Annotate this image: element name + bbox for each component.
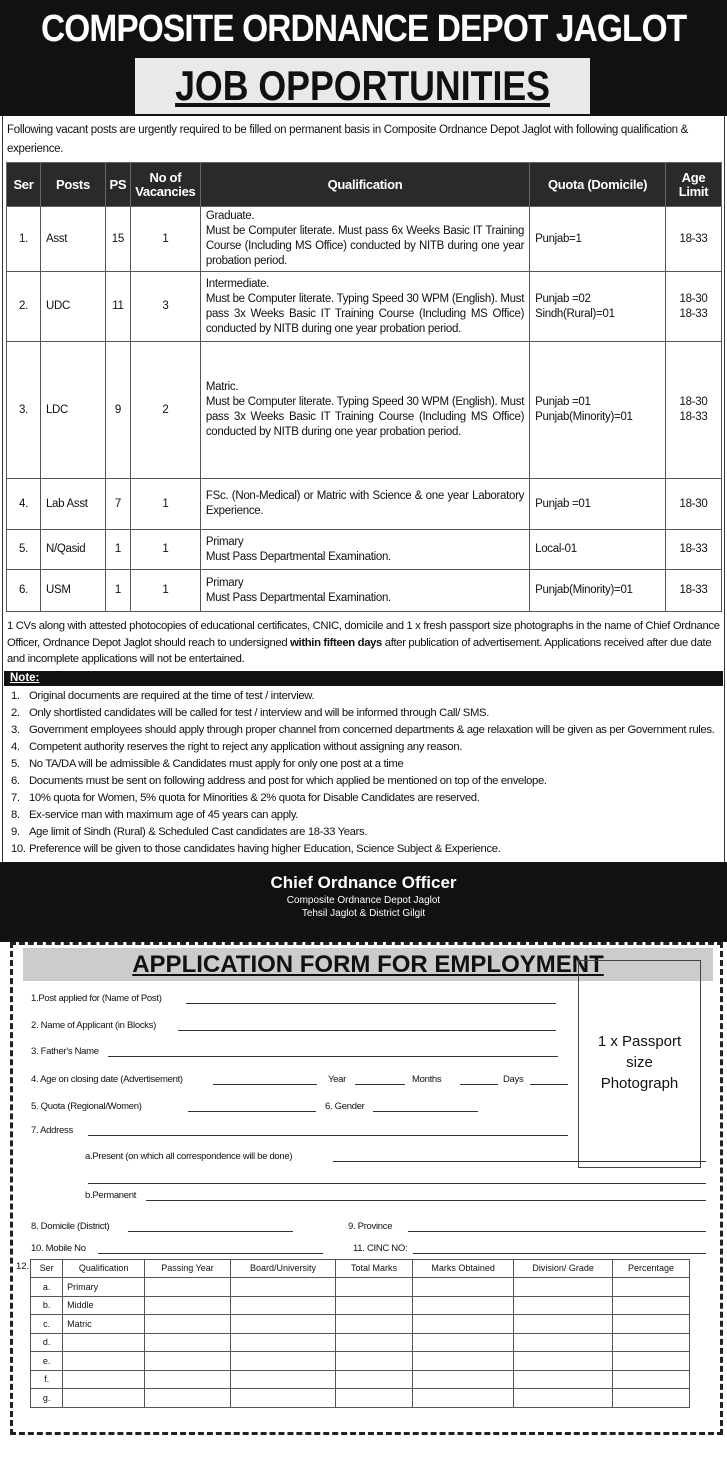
edu-input-cell[interactable] bbox=[336, 1352, 413, 1371]
edu-column-header: Total Marks bbox=[336, 1259, 413, 1278]
note-text: Age limit of Sindh (Rural) & Scheduled Cast candidates are 18-33 Years. bbox=[29, 825, 368, 838]
ad-body bbox=[2, 116, 725, 862]
edu-input-cell[interactable] bbox=[145, 1315, 231, 1334]
note-text: Only shortlisted candidates will be called for test / interview and will be informed through Call/ SMS. bbox=[29, 706, 489, 719]
intro-text: Following vacant posts are urgently required to be filled on permanent basis in Composite Ordnance Depot Jaglot with following qualification & experience. bbox=[7, 124, 689, 155]
qualification-cell-line: Must Pass Departmental Examination. bbox=[205, 550, 391, 563]
column-header: No of Vacancies bbox=[130, 163, 200, 207]
vacancies-cell: 2 bbox=[130, 342, 200, 479]
ser-cell: 6. bbox=[7, 570, 41, 612]
column-header: PS bbox=[105, 163, 130, 207]
note-text: Competent authority reserves the right to reject any application without assigning any reason. bbox=[29, 740, 463, 753]
edu-row bbox=[31, 1333, 690, 1352]
edu-input-cell[interactable] bbox=[612, 1278, 689, 1297]
age-cell-line: 18-30 bbox=[679, 396, 708, 408]
table-row bbox=[7, 530, 722, 570]
quota-cell-line: Local-01 bbox=[535, 543, 577, 555]
edu-input-cell[interactable] bbox=[612, 1315, 689, 1334]
note-text: Government employees should apply through proper channel from concerned departments & age relaxation will be given as per Government rules. bbox=[29, 723, 715, 736]
table-row bbox=[7, 342, 722, 479]
signatory-title: Chief Ordnance Officer bbox=[270, 872, 457, 892]
header-banner bbox=[0, 0, 727, 116]
note-number: 6. bbox=[11, 774, 20, 787]
ser-cell: 3. bbox=[7, 342, 41, 479]
quota-field[interactable] bbox=[188, 1111, 316, 1112]
column-header: Age Limit bbox=[666, 163, 722, 207]
qualification-cell-line: Graduate. bbox=[205, 210, 255, 222]
age-cell-line: 18-30 bbox=[679, 292, 708, 305]
label-mobile: 10. Mobile No bbox=[31, 1242, 86, 1254]
label-months: Months bbox=[412, 1073, 442, 1085]
label-domicile: 8. Domicile (District) bbox=[31, 1220, 110, 1232]
note-item bbox=[11, 705, 721, 722]
edu-input-cell[interactable] bbox=[336, 1315, 413, 1334]
note-item bbox=[11, 688, 721, 705]
ser-cell: 5. bbox=[7, 530, 41, 570]
edu-input-cell[interactable] bbox=[514, 1370, 613, 1389]
edu-input-cell[interactable] bbox=[412, 1370, 513, 1389]
note-item bbox=[11, 756, 721, 773]
qualification-cell-line: Intermediate. bbox=[205, 277, 270, 290]
label-quota: 5. Quota (Regional/Women) bbox=[31, 1100, 142, 1112]
vacancies-table bbox=[6, 162, 722, 612]
edu-ser: a. bbox=[31, 1278, 63, 1297]
edu-qualification bbox=[63, 1370, 145, 1389]
label-post: 1.Post applied for (Name of Post) bbox=[31, 992, 162, 1004]
qualification-cell-line: Must Pass Departmental Examination. bbox=[205, 591, 391, 604]
post-cell: UDC bbox=[40, 272, 105, 342]
age-cell bbox=[666, 342, 722, 479]
post-cell: LDC bbox=[40, 342, 105, 479]
note-item bbox=[11, 841, 721, 858]
edu-input-cell[interactable] bbox=[336, 1296, 413, 1315]
vacancies-cell: 3 bbox=[130, 272, 200, 342]
edu-qualification: Matric bbox=[63, 1315, 145, 1334]
qualification-cell bbox=[200, 207, 529, 272]
qualification-cell-line: Must be Computer literate. Typing Speed 30 WPM (English). Must pass 3x Weeks Basic IT Training Course (Including MS Office) conducted by NITB during one year probation period. bbox=[205, 292, 525, 335]
ser-cell: 2. bbox=[7, 272, 41, 342]
form-title: APPLICATION FORM FOR EMPLOYMENT bbox=[23, 948, 713, 981]
year-field[interactable] bbox=[355, 1084, 405, 1085]
edu-column-header: Ser bbox=[31, 1259, 63, 1278]
notes-list bbox=[6, 688, 721, 858]
qualification-cell-line: Primary bbox=[205, 576, 244, 589]
vacancies-cell: 1 bbox=[130, 479, 200, 530]
age-field[interactable] bbox=[213, 1084, 317, 1085]
ser-cell: 4. bbox=[7, 479, 41, 530]
province-field[interactable] bbox=[408, 1231, 706, 1232]
note-item bbox=[11, 807, 721, 824]
edu-row bbox=[31, 1389, 690, 1408]
edu-input-cell[interactable] bbox=[514, 1296, 613, 1315]
edu-row bbox=[31, 1296, 690, 1315]
note-item bbox=[11, 722, 721, 739]
edu-input-cell[interactable] bbox=[514, 1315, 613, 1334]
qualification-cell-line: Must be Computer literate. Must pass 6x Weeks Basic IT Training Course (Including MS Office) conducted by NITB during one year probation period. bbox=[205, 225, 525, 267]
label-address: 7. Address bbox=[31, 1124, 73, 1136]
table-row bbox=[7, 272, 722, 342]
edu-input-cell[interactable] bbox=[514, 1333, 613, 1352]
age-cell-line: 18-33 bbox=[679, 543, 708, 555]
edu-input-cell[interactable] bbox=[412, 1333, 513, 1352]
quota-cell-line: Punjab=1 bbox=[535, 232, 582, 245]
post-cell: N/Qasid bbox=[40, 530, 105, 570]
subtitle-box bbox=[135, 58, 590, 114]
note-text: No TA/DA will be admissible & Candidates must apply for only one post at a time bbox=[29, 757, 404, 770]
note-item bbox=[11, 739, 721, 756]
note-number: 8. bbox=[11, 808, 20, 821]
org-title-row bbox=[0, 4, 727, 54]
edu-qualification bbox=[63, 1352, 145, 1371]
signatory-block bbox=[0, 862, 727, 942]
edu-input-cell[interactable] bbox=[145, 1370, 231, 1389]
edu-ser: d. bbox=[31, 1333, 63, 1352]
edu-column-header: Marks Obtained bbox=[412, 1259, 513, 1278]
ps-cell: 15 bbox=[105, 207, 130, 272]
label-province: 9. Province bbox=[348, 1220, 393, 1232]
post-cell: USM bbox=[40, 570, 105, 612]
post-cell: Lab Asst bbox=[40, 479, 105, 530]
quota-cell-line: Punjab(Minority)=01 bbox=[535, 411, 633, 423]
age-cell bbox=[666, 207, 722, 272]
vacancies-cell: 1 bbox=[130, 570, 200, 612]
age-cell-line: 18-33 bbox=[679, 584, 708, 596]
education-table bbox=[30, 1259, 690, 1408]
qualification-cell-line: Primary bbox=[205, 535, 244, 548]
label-present-address: a.Present (on which all correspondence will be done) bbox=[85, 1150, 293, 1162]
note-item bbox=[11, 824, 721, 841]
note-text: Preference will be given to those candidates having higher Education, Science Subject & Experience. bbox=[29, 842, 501, 855]
edu-column-header: Passing Year bbox=[145, 1259, 231, 1278]
edu-column-header: Division/ Grade bbox=[514, 1259, 613, 1278]
note-number: 7. bbox=[11, 791, 20, 804]
edu-input-cell[interactable] bbox=[412, 1315, 513, 1334]
ps-cell: 11 bbox=[105, 272, 130, 342]
age-cell-line: 18-33 bbox=[679, 232, 708, 245]
edu-input-cell[interactable] bbox=[514, 1389, 613, 1408]
edu-input-cell[interactable] bbox=[145, 1389, 231, 1408]
label-gender: 6. Gender bbox=[325, 1100, 365, 1112]
edu-input-cell[interactable] bbox=[145, 1352, 231, 1371]
qualification-cell bbox=[200, 479, 529, 530]
column-header: Ser bbox=[7, 163, 41, 207]
age-cell bbox=[666, 272, 722, 342]
edu-qualification bbox=[63, 1333, 145, 1352]
edu-input-cell[interactable] bbox=[612, 1352, 689, 1371]
edu-qualification bbox=[63, 1389, 145, 1408]
name-field[interactable] bbox=[178, 1030, 556, 1031]
apply-text-end: after publication of advertisement. Applications received after due date and incomplete applications will not be entertained. bbox=[7, 636, 712, 665]
label-education: 12. bbox=[16, 1260, 30, 1272]
edu-input-cell[interactable] bbox=[336, 1389, 413, 1408]
note-text: Ex-service man with maximum age of 45 years can apply. bbox=[29, 808, 299, 821]
months-field[interactable] bbox=[460, 1084, 498, 1085]
edu-input-cell[interactable] bbox=[514, 1352, 613, 1371]
label-year: Year bbox=[328, 1073, 346, 1085]
edu-column-header: Percentage bbox=[612, 1259, 689, 1278]
edu-input-cell[interactable] bbox=[231, 1389, 336, 1408]
quota-cell bbox=[530, 530, 666, 570]
days-field[interactable] bbox=[530, 1084, 568, 1085]
edu-input-cell[interactable] bbox=[612, 1296, 689, 1315]
label-days: Days bbox=[503, 1073, 524, 1085]
label-age: 4. Age on closing date (Advertisement) bbox=[31, 1073, 183, 1085]
edu-input-cell[interactable] bbox=[231, 1333, 336, 1352]
quota-cell-line: Punjab =01 bbox=[535, 497, 591, 510]
edu-ser: b. bbox=[31, 1296, 63, 1315]
apply-instructions bbox=[6, 618, 721, 668]
edu-input-cell[interactable] bbox=[231, 1352, 336, 1371]
quota-cell-line: Punjab =01 bbox=[535, 396, 591, 408]
quota-cell-line: Sindh(Rural)=01 bbox=[535, 307, 615, 320]
label-father: 3. Father's Name bbox=[31, 1045, 99, 1057]
quota-cell bbox=[530, 272, 666, 342]
note-number: 1. bbox=[11, 689, 20, 702]
table-row bbox=[7, 207, 722, 272]
edu-ser: c. bbox=[31, 1315, 63, 1334]
qualification-cell bbox=[200, 342, 529, 479]
edu-input-cell[interactable] bbox=[412, 1352, 513, 1371]
edu-input-cell[interactable] bbox=[145, 1296, 231, 1315]
vacancies-cell: 1 bbox=[130, 207, 200, 272]
post-field[interactable] bbox=[186, 1003, 556, 1004]
address-line-2: Tehsil Jaglot & District Gilgit bbox=[301, 907, 426, 919]
edu-input-cell[interactable] bbox=[231, 1278, 336, 1297]
note-number: 3. bbox=[11, 723, 20, 736]
label-cnic: 11. CINC NO: bbox=[353, 1242, 408, 1254]
quota-cell-line: Punjab(Minority)=01 bbox=[535, 584, 633, 596]
edu-qualification: Primary bbox=[63, 1278, 145, 1297]
edu-header-row bbox=[31, 1259, 690, 1278]
edu-row bbox=[31, 1278, 690, 1297]
edu-input-cell[interactable] bbox=[231, 1370, 336, 1389]
note-number: 9. bbox=[11, 825, 20, 838]
apply-text: 1 CVs along with attested photocopies of educational certificates, CNIC, domicile and 1 x fresh passport size photographs in the name of Chief Ordnance Officer, Ordnance Depot Jaglot should reach to undersigned bbox=[7, 620, 720, 649]
ps-cell: 1 bbox=[105, 570, 130, 612]
note-item bbox=[11, 790, 721, 807]
edu-column-header: Qualification bbox=[63, 1259, 145, 1278]
qualification-cell bbox=[200, 570, 529, 612]
edu-input-cell[interactable] bbox=[231, 1296, 336, 1315]
note-text: 10% quota for Women, 5% quota for Minorities & 2% quota for Disable Candidates are reserved. bbox=[29, 791, 480, 804]
age-cell-line: 18-30 bbox=[679, 497, 708, 510]
note-number: 2. bbox=[11, 706, 20, 719]
table-row bbox=[7, 570, 722, 612]
vacancies-cell: 1 bbox=[130, 530, 200, 570]
edu-input-cell[interactable] bbox=[336, 1333, 413, 1352]
address-line-1: Composite Ordnance Depot Jaglot bbox=[286, 894, 441, 906]
edu-input-cell[interactable] bbox=[612, 1370, 689, 1389]
edu-input-cell[interactable] bbox=[612, 1389, 689, 1408]
label-permanent-address: b.Permanent bbox=[85, 1189, 137, 1201]
org-title: COMPOSITE ORDNANCE DEPOT JAGLOT bbox=[40, 8, 687, 50]
ser-cell: 1. bbox=[7, 207, 41, 272]
label-name: 2. Name of Applicant (in Blocks) bbox=[31, 1019, 157, 1031]
photo-line-1: 1 x Passport bbox=[597, 1032, 682, 1050]
edu-row bbox=[31, 1352, 690, 1371]
column-header: Qualification bbox=[200, 163, 529, 207]
cnic-field[interactable] bbox=[413, 1253, 706, 1254]
edu-input-cell[interactable] bbox=[612, 1333, 689, 1352]
quota-cell bbox=[530, 479, 666, 530]
edu-input-cell[interactable] bbox=[412, 1278, 513, 1297]
edu-input-cell[interactable] bbox=[412, 1296, 513, 1315]
age-cell-line: 18-33 bbox=[679, 307, 708, 320]
note-heading: Note: bbox=[4, 671, 723, 686]
photo-line-2: size bbox=[626, 1053, 653, 1071]
quota-cell bbox=[530, 207, 666, 272]
edu-ser: e. bbox=[31, 1352, 63, 1371]
age-cell bbox=[666, 530, 722, 570]
edu-qualification: Middle bbox=[63, 1296, 145, 1315]
edu-input-cell[interactable] bbox=[336, 1370, 413, 1389]
domicile-field[interactable] bbox=[128, 1231, 293, 1232]
note-item bbox=[11, 773, 721, 790]
table-header bbox=[7, 163, 722, 207]
qualification-cell-line: Must be Computer literate. Typing Speed 30 WPM (English). Must pass 3x Weeks Basic IT Training Course (Including MS Office) conducted by NITB during one year probation period. bbox=[205, 396, 525, 438]
table-row bbox=[7, 479, 722, 530]
ps-cell: 7 bbox=[105, 479, 130, 530]
permanent-address-field[interactable] bbox=[146, 1200, 706, 1201]
photo-line-3: Photograph bbox=[600, 1074, 679, 1092]
age-cell bbox=[666, 479, 722, 530]
edu-input-cell[interactable] bbox=[412, 1389, 513, 1408]
edu-input-cell[interactable] bbox=[514, 1278, 613, 1297]
qualification-cell bbox=[200, 530, 529, 570]
post-cell: Asst bbox=[40, 207, 105, 272]
deadline: within fifteen days bbox=[290, 636, 382, 649]
quota-cell bbox=[530, 342, 666, 479]
gender-field[interactable] bbox=[373, 1111, 478, 1112]
present-address-line-2[interactable] bbox=[88, 1183, 706, 1184]
mobile-field[interactable] bbox=[98, 1253, 323, 1254]
quota-cell bbox=[530, 570, 666, 612]
age-cell bbox=[666, 570, 722, 612]
note-number: 10. bbox=[11, 842, 26, 855]
qualification-cell bbox=[200, 272, 529, 342]
edu-column-header: Board/University bbox=[231, 1259, 336, 1278]
ps-cell: 1 bbox=[105, 530, 130, 570]
edu-ser: g. bbox=[31, 1389, 63, 1408]
qualification-cell-line: Matric. bbox=[205, 381, 239, 393]
column-header: Quota (Domicile) bbox=[530, 163, 666, 207]
father-name-field[interactable] bbox=[108, 1056, 558, 1057]
edu-ser: f. bbox=[31, 1370, 63, 1389]
note-number: 5. bbox=[11, 757, 20, 770]
address-field[interactable] bbox=[88, 1135, 568, 1136]
edu-row bbox=[31, 1315, 690, 1334]
photo-box bbox=[578, 960, 701, 1168]
edu-input-cell[interactable] bbox=[145, 1278, 231, 1297]
note-text: Original documents are required at the time of test / interview. bbox=[29, 689, 315, 702]
age-cell-line: 18-33 bbox=[679, 411, 708, 423]
note-text: Documents must be sent on following address and post for which applied be mentioned on top of the envelope. bbox=[29, 774, 547, 787]
column-header: Posts bbox=[40, 163, 105, 207]
edu-input-cell[interactable] bbox=[231, 1315, 336, 1334]
edu-row bbox=[31, 1370, 690, 1389]
edu-input-cell[interactable] bbox=[145, 1333, 231, 1352]
ps-cell: 9 bbox=[105, 342, 130, 479]
edu-input-cell[interactable] bbox=[336, 1278, 413, 1297]
note-number: 4. bbox=[11, 740, 20, 753]
quota-cell-line: Punjab =02 bbox=[535, 292, 591, 305]
page-title: JOB OPPORTUNITIES bbox=[175, 62, 550, 109]
application-form bbox=[10, 942, 723, 1435]
qualification-cell-line: FSc. (Non-Medical) or Matric with Science & one year Laboratory Experience. bbox=[205, 490, 525, 517]
